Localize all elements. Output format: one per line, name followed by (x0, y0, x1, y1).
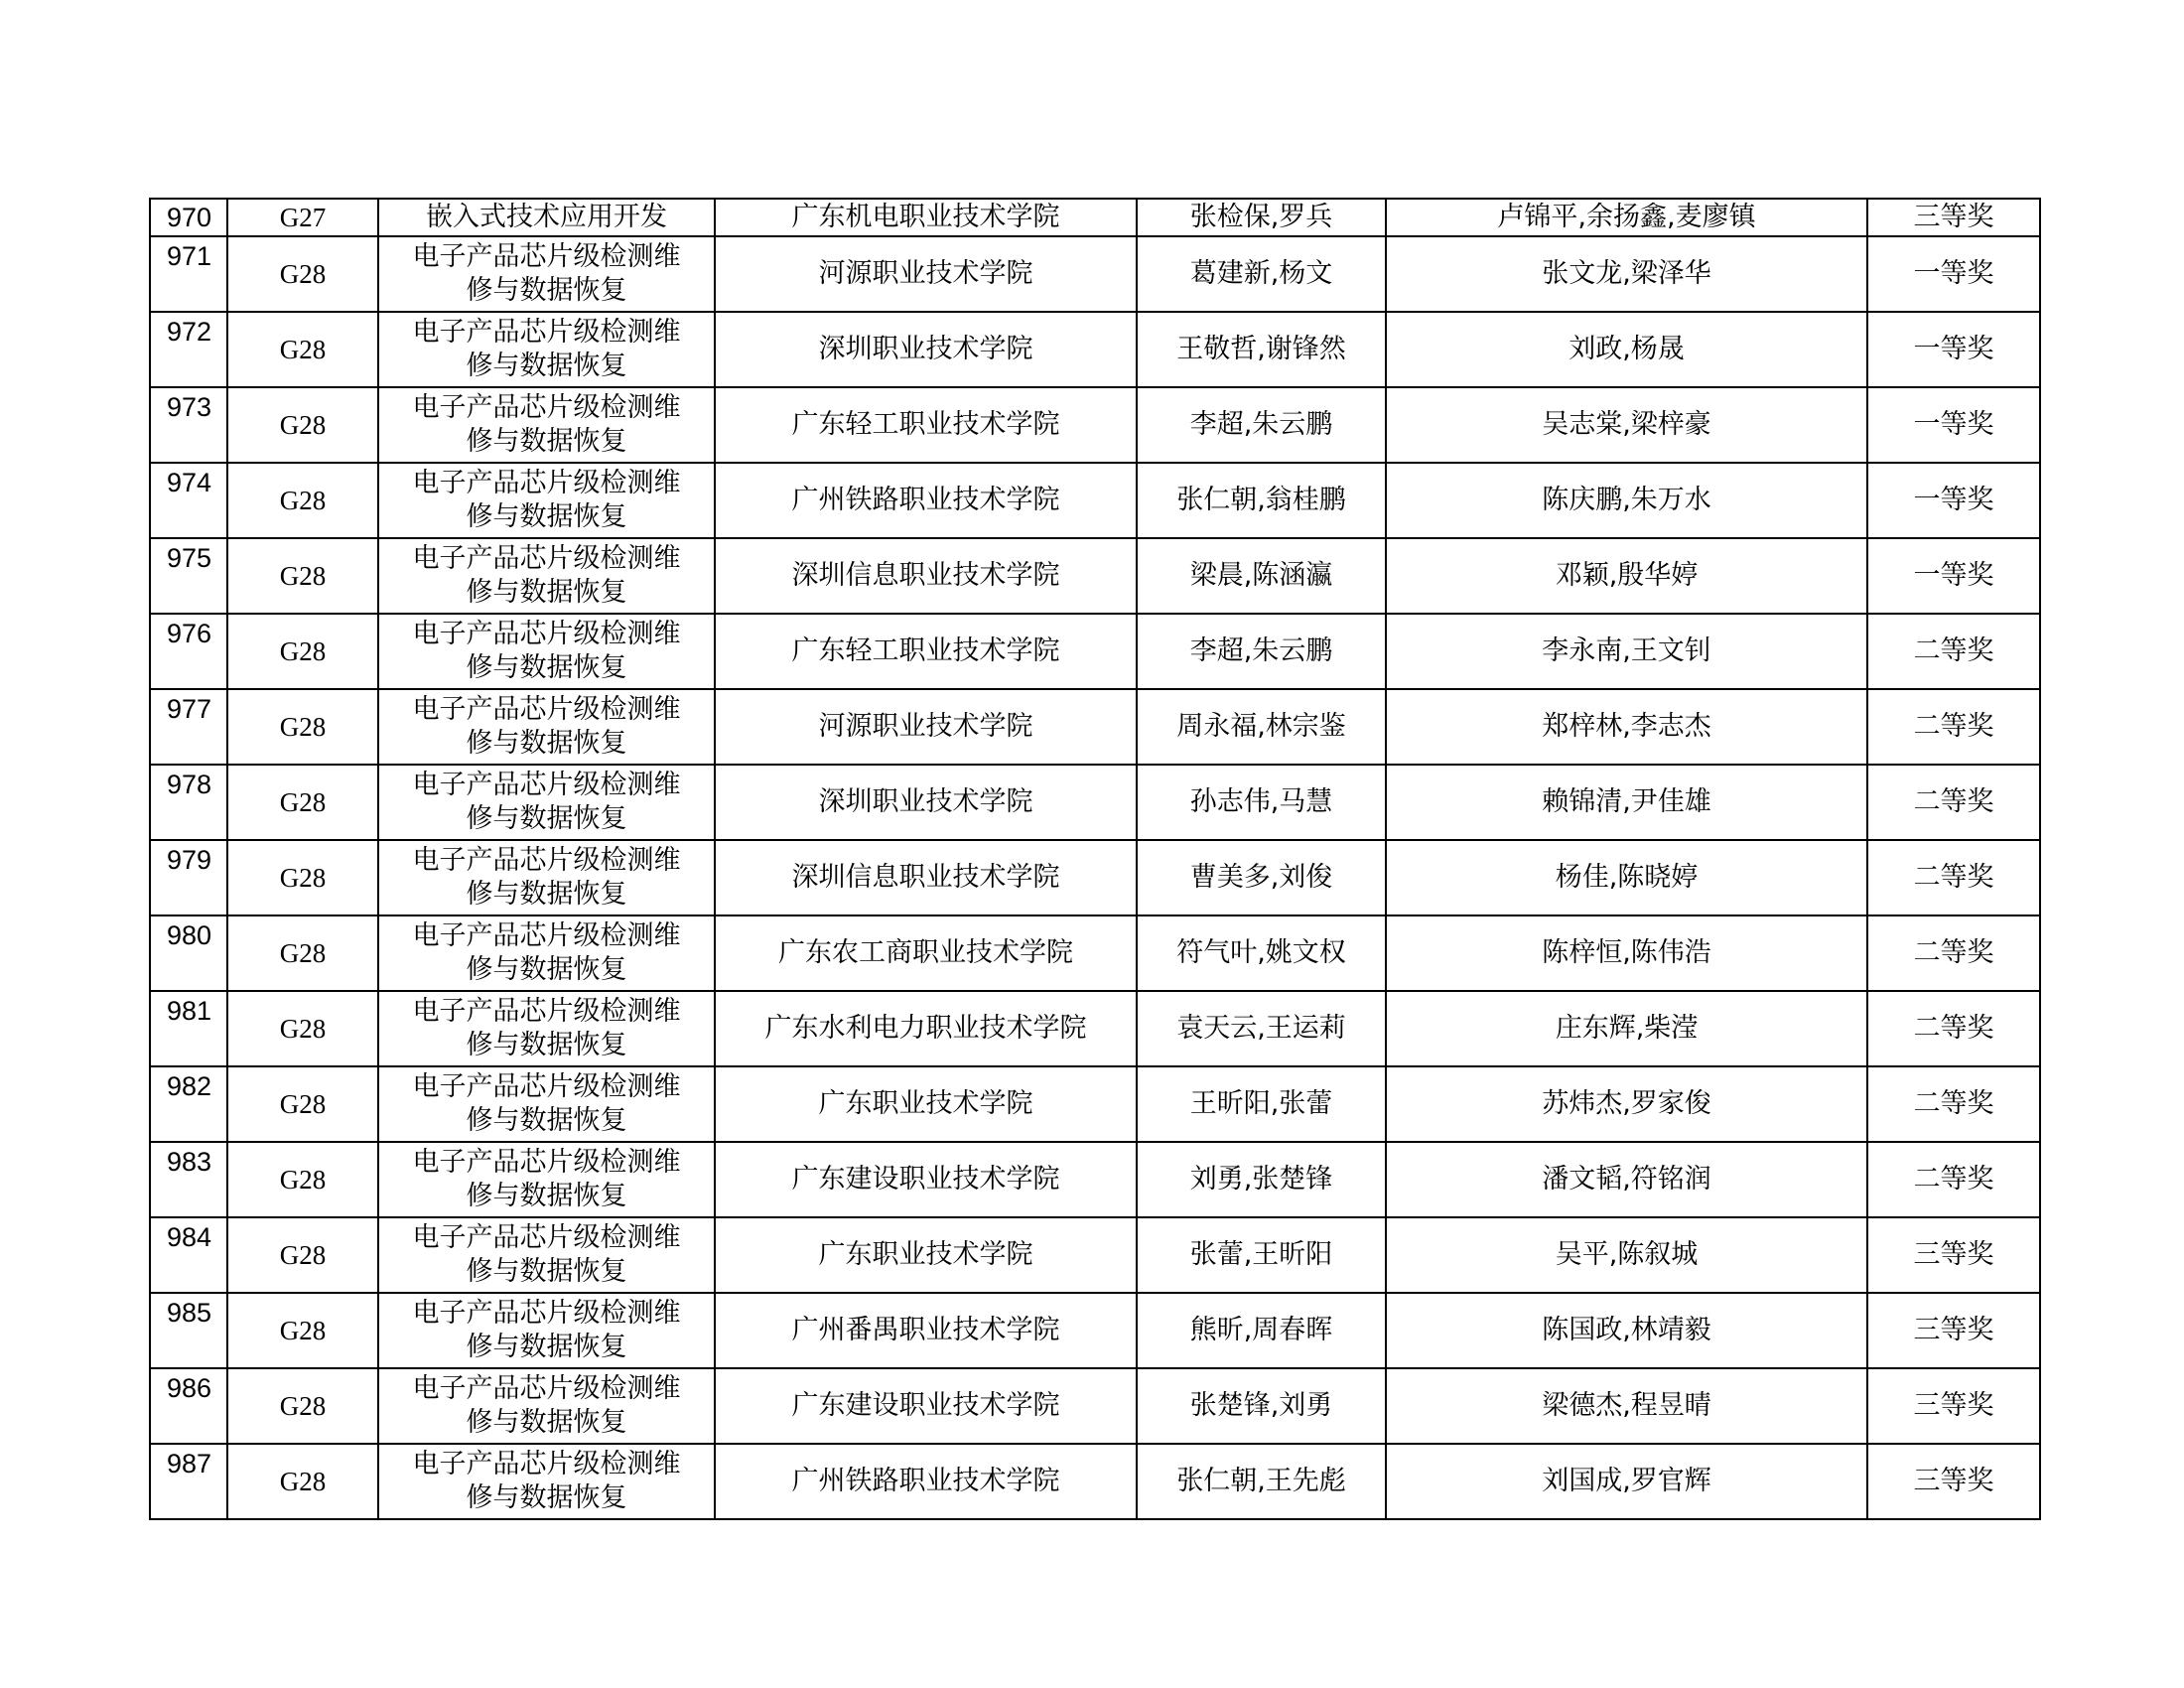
cell-advisors: 张仁朝,王先彪 (1137, 1444, 1386, 1519)
table-row (150, 689, 2040, 765)
cell-project (378, 1217, 715, 1293)
cell-students: 梁德杰,程昱晴 (1386, 1368, 1867, 1444)
cell-number: 980 (150, 915, 227, 991)
cell-event-code: G28 (227, 1444, 378, 1519)
project-name-line: 修与数据恢复 (466, 652, 627, 683)
table-row (150, 1368, 2040, 1444)
cell-event-code: G28 (227, 387, 378, 463)
project-name-line: 修与数据恢复 (466, 1256, 627, 1287)
cell-project (378, 199, 715, 236)
cell-event-code: G28 (227, 538, 378, 614)
project-name-line: 电子产品芯片级检测维 (412, 1298, 681, 1329)
table-row (150, 387, 2040, 463)
project-name-line: 修与数据恢复 (466, 1482, 627, 1513)
cell-advisors: 李超,朱云鹏 (1137, 614, 1386, 689)
project-name-line: 电子产品芯片级检测维 (412, 1449, 681, 1479)
project-name-line: 电子产品芯片级检测维 (412, 241, 681, 272)
project-name-line: 电子产品芯片级检测维 (412, 317, 681, 348)
table-row (150, 614, 2040, 689)
project-name-line: 电子产品芯片级检测维 (412, 996, 681, 1027)
project-name-line: 电子产品芯片级检测维 (412, 845, 681, 876)
cell-award: 二等奖 (1867, 1066, 2040, 1142)
cell-students: 赖锦清,尹佳雄 (1386, 765, 1867, 840)
cell-project (378, 538, 715, 614)
cell-award: 一等奖 (1867, 312, 2040, 387)
project-name-line: 电子产品芯片级检测维 (412, 770, 681, 800)
cell-advisors: 刘勇,张楚锋 (1137, 1142, 1386, 1217)
project-name-line: 修与数据恢复 (466, 1030, 627, 1060)
cell-school: 广东职业技术学院 (715, 1066, 1137, 1142)
table-row (150, 199, 2040, 236)
cell-event-code: G28 (227, 1293, 378, 1368)
cell-advisors: 张检保,罗兵 (1137, 199, 1386, 236)
cell-school: 河源职业技术学院 (715, 236, 1137, 312)
award-list-sheet (149, 198, 2041, 1520)
cell-award: 一等奖 (1867, 236, 2040, 312)
cell-school: 广东农工商职业技术学院 (715, 915, 1137, 991)
project-name-line: 修与数据恢复 (466, 879, 627, 910)
cell-event-code: G28 (227, 689, 378, 765)
project-name-line: 修与数据恢复 (466, 1407, 627, 1438)
cell-advisors: 王昕阳,张蕾 (1137, 1066, 1386, 1142)
cell-school: 深圳信息职业技术学院 (715, 538, 1137, 614)
cell-project (378, 614, 715, 689)
cell-event-code: G27 (227, 199, 378, 236)
cell-students: 潘文韬,符铭润 (1386, 1142, 1867, 1217)
cell-project (378, 1368, 715, 1444)
cell-school: 广东轻工职业技术学院 (715, 614, 1137, 689)
cell-advisors: 张蕾,王昕阳 (1137, 1217, 1386, 1293)
cell-project (378, 236, 715, 312)
cell-project (378, 840, 715, 915)
project-name-line: 修与数据恢复 (466, 803, 627, 834)
cell-number: 971 (150, 236, 227, 312)
cell-award: 三等奖 (1867, 1217, 2040, 1293)
cell-students: 邓颖,殷华婷 (1386, 538, 1867, 614)
cell-number: 970 (150, 199, 227, 236)
cell-advisors: 符气叶,姚文权 (1137, 915, 1386, 991)
cell-number: 978 (150, 765, 227, 840)
cell-award: 二等奖 (1867, 991, 2040, 1066)
cell-project (378, 991, 715, 1066)
cell-award: 二等奖 (1867, 1142, 2040, 1217)
cell-project (378, 915, 715, 991)
cell-advisors: 孙志伟,马慧 (1137, 765, 1386, 840)
cell-number: 977 (150, 689, 227, 765)
cell-event-code: G28 (227, 614, 378, 689)
project-name-line: 电子产品芯片级检测维 (412, 1071, 681, 1102)
project-name-line: 电子产品芯片级检测维 (412, 543, 681, 574)
table-row (150, 1293, 2040, 1368)
cell-project (378, 1293, 715, 1368)
table-row (150, 765, 2040, 840)
cell-award: 二等奖 (1867, 765, 2040, 840)
cell-students: 张文龙,梁泽华 (1386, 236, 1867, 312)
cell-event-code: G28 (227, 915, 378, 991)
cell-number: 981 (150, 991, 227, 1066)
cell-event-code: G28 (227, 765, 378, 840)
project-name-line: 电子产品芯片级检测维 (412, 619, 681, 649)
cell-number: 984 (150, 1217, 227, 1293)
cell-school: 河源职业技术学院 (715, 689, 1137, 765)
cell-project (378, 387, 715, 463)
cell-award: 二等奖 (1867, 614, 2040, 689)
cell-advisors: 葛建新,杨文 (1137, 236, 1386, 312)
cell-award: 三等奖 (1867, 199, 2040, 236)
table-row (150, 915, 2040, 991)
cell-school: 广东机电职业技术学院 (715, 199, 1137, 236)
cell-project (378, 1444, 715, 1519)
project-name-line: 电子产品芯片级检测维 (412, 1373, 681, 1404)
cell-project (378, 312, 715, 387)
table-row (150, 991, 2040, 1066)
project-name-line: 修与数据恢复 (466, 728, 627, 759)
cell-school: 广东建设职业技术学院 (715, 1368, 1137, 1444)
cell-award: 三等奖 (1867, 1368, 2040, 1444)
project-name-line: 修与数据恢复 (466, 954, 627, 985)
project-name-line: 电子产品芯片级检测维 (412, 920, 681, 951)
cell-school: 深圳职业技术学院 (715, 765, 1137, 840)
project-name-line: 修与数据恢复 (466, 501, 627, 532)
cell-school: 广东水利电力职业技术学院 (715, 991, 1137, 1066)
cell-advisors: 梁晨,陈涵瀛 (1137, 538, 1386, 614)
cell-project (378, 765, 715, 840)
project-name-line: 电子产品芯片级检测维 (412, 392, 681, 423)
cell-number: 979 (150, 840, 227, 915)
cell-event-code: G28 (227, 312, 378, 387)
cell-students: 陈庆鹏,朱万水 (1386, 463, 1867, 538)
project-name-line: 修与数据恢复 (466, 351, 627, 381)
cell-number: 987 (150, 1444, 227, 1519)
cell-award: 三等奖 (1867, 1444, 2040, 1519)
table-row (150, 1444, 2040, 1519)
project-name-line: 修与数据恢复 (466, 426, 627, 457)
cell-event-code: G28 (227, 840, 378, 915)
cell-award: 一等奖 (1867, 538, 2040, 614)
cell-students: 李永南,王文钊 (1386, 614, 1867, 689)
award-table-body (150, 199, 2040, 1519)
cell-advisors: 袁天云,王运莉 (1137, 991, 1386, 1066)
cell-students: 庄东辉,柴滢 (1386, 991, 1867, 1066)
project-name-line: 修与数据恢复 (466, 275, 627, 306)
cell-number: 972 (150, 312, 227, 387)
table-row (150, 1142, 2040, 1217)
cell-award: 二等奖 (1867, 915, 2040, 991)
project-name-line: 电子产品芯片级检测维 (412, 1147, 681, 1178)
cell-advisors: 李超,朱云鹏 (1137, 387, 1386, 463)
table-row (150, 312, 2040, 387)
project-name-line: 修与数据恢复 (466, 1105, 627, 1136)
cell-school: 广东轻工职业技术学院 (715, 387, 1137, 463)
cell-project (378, 1066, 715, 1142)
cell-students: 郑梓林,李志杰 (1386, 689, 1867, 765)
cell-event-code: G28 (227, 1217, 378, 1293)
cell-advisors: 熊昕,周春晖 (1137, 1293, 1386, 1368)
cell-event-code: G28 (227, 463, 378, 538)
cell-number: 974 (150, 463, 227, 538)
table-row (150, 840, 2040, 915)
cell-students: 苏炜杰,罗家俊 (1386, 1066, 1867, 1142)
cell-advisors: 王敬哲,谢锋然 (1137, 312, 1386, 387)
cell-school: 广州番禺职业技术学院 (715, 1293, 1137, 1368)
cell-students: 吴志棠,梁梓豪 (1386, 387, 1867, 463)
cell-students: 刘政,杨晟 (1386, 312, 1867, 387)
award-table (149, 198, 2041, 1520)
project-name-line: 修与数据恢复 (466, 1332, 627, 1362)
cell-advisors: 周永福,林宗鉴 (1137, 689, 1386, 765)
cell-students: 陈梓恒,陈伟浩 (1386, 915, 1867, 991)
cell-event-code: G28 (227, 991, 378, 1066)
cell-advisors: 张楚锋,刘勇 (1137, 1368, 1386, 1444)
cell-number: 986 (150, 1368, 227, 1444)
table-row (150, 236, 2040, 312)
cell-number: 983 (150, 1142, 227, 1217)
project-name-line: 电子产品芯片级检测维 (412, 694, 681, 725)
project-name-line: 嵌入式技术应用开发 (426, 202, 667, 232)
cell-advisors: 曹美多,刘俊 (1137, 840, 1386, 915)
cell-students: 杨佳,陈晓婷 (1386, 840, 1867, 915)
cell-project (378, 463, 715, 538)
cell-students: 陈国政,林靖毅 (1386, 1293, 1867, 1368)
project-name-line: 电子产品芯片级检测维 (412, 1222, 681, 1253)
cell-students: 吴平,陈叙城 (1386, 1217, 1867, 1293)
cell-students: 卢锦平,余扬鑫,麦廖镇 (1386, 199, 1867, 236)
table-row (150, 1217, 2040, 1293)
cell-number: 976 (150, 614, 227, 689)
cell-number: 975 (150, 538, 227, 614)
cell-school: 广州铁路职业技术学院 (715, 463, 1137, 538)
cell-award: 一等奖 (1867, 463, 2040, 538)
cell-school: 广州铁路职业技术学院 (715, 1444, 1137, 1519)
cell-award: 二等奖 (1867, 689, 2040, 765)
cell-event-code: G28 (227, 236, 378, 312)
cell-advisors: 张仁朝,翁桂鹏 (1137, 463, 1386, 538)
cell-event-code: G28 (227, 1142, 378, 1217)
cell-number: 982 (150, 1066, 227, 1142)
cell-project (378, 1142, 715, 1217)
cell-award: 一等奖 (1867, 387, 2040, 463)
cell-school: 广东职业技术学院 (715, 1217, 1137, 1293)
project-name-line: 修与数据恢复 (466, 577, 627, 608)
cell-award: 二等奖 (1867, 840, 2040, 915)
cell-students: 刘国成,罗官辉 (1386, 1444, 1867, 1519)
cell-school: 广东建设职业技术学院 (715, 1142, 1137, 1217)
cell-event-code: G28 (227, 1368, 378, 1444)
cell-school: 深圳职业技术学院 (715, 312, 1137, 387)
table-row (150, 463, 2040, 538)
project-name-line: 修与数据恢复 (466, 1181, 627, 1211)
cell-school: 深圳信息职业技术学院 (715, 840, 1137, 915)
cell-award: 三等奖 (1867, 1293, 2040, 1368)
cell-project (378, 689, 715, 765)
cell-number: 985 (150, 1293, 227, 1368)
cell-event-code: G28 (227, 1066, 378, 1142)
table-row (150, 538, 2040, 614)
cell-number: 973 (150, 387, 227, 463)
table-row (150, 1066, 2040, 1142)
project-name-line: 电子产品芯片级检测维 (412, 468, 681, 498)
